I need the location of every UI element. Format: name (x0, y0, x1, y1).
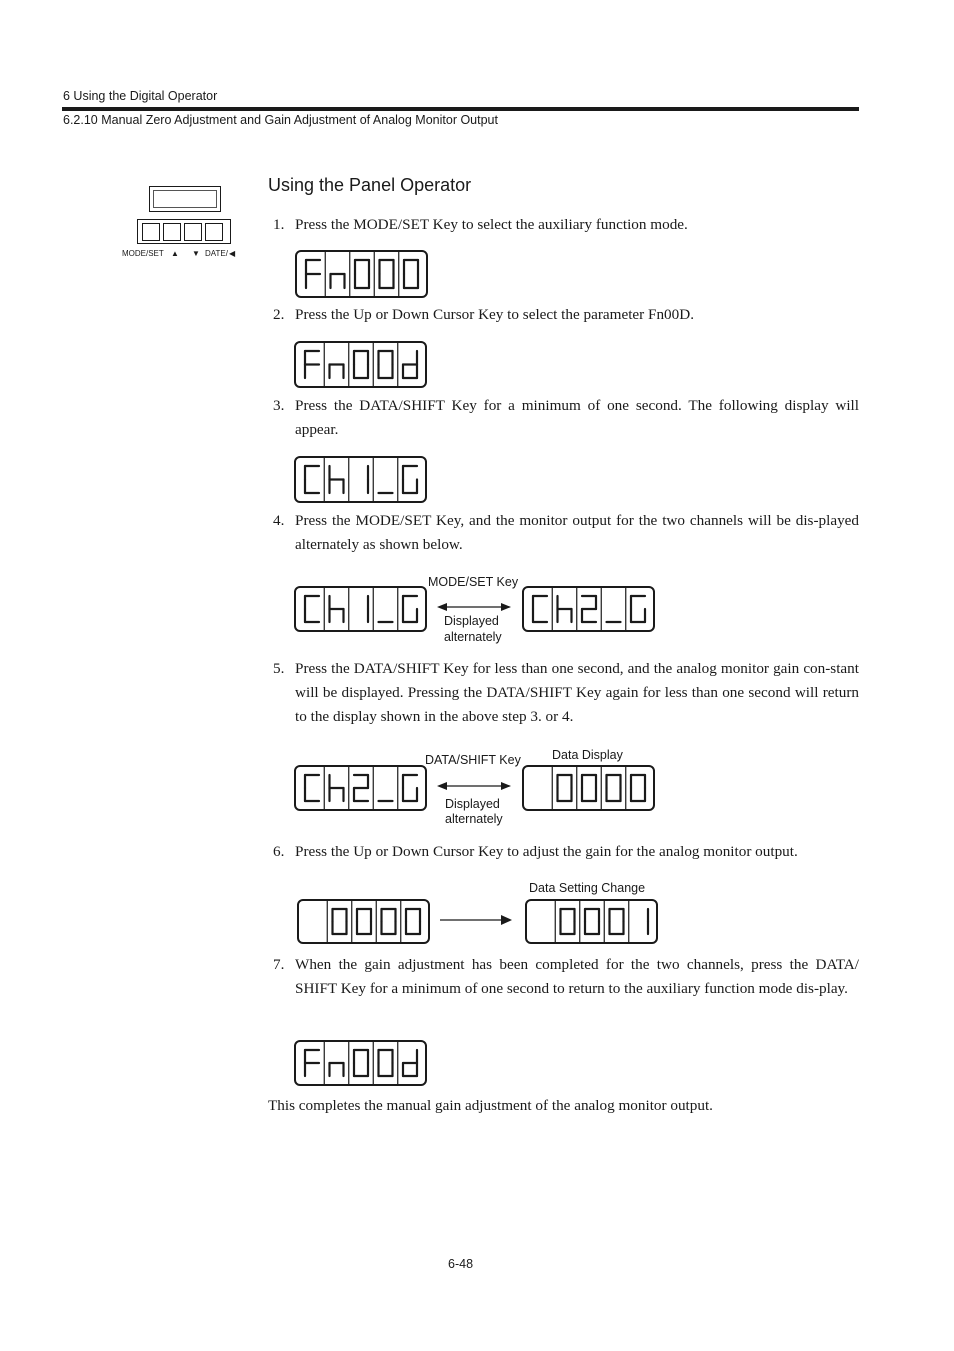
step-1 (273, 213, 859, 237)
data-key-label: DATE/ (205, 249, 228, 258)
data-setting-change-caption: Data Setting Change (529, 881, 646, 895)
displayed-caption: Displayed (445, 797, 500, 811)
panel-operator-display (149, 186, 221, 212)
step-text: Press the MODE/SET Key to select the auxiliary function mode. (295, 216, 688, 233)
step-7 (273, 953, 859, 1001)
step-number: 1. (273, 216, 285, 233)
step-text: Press the DATA/SHIFT Key for less than one second, and the analog monitor gain con-stant will be displayed. Pressing the DATA/SHIFT Key again for less than one second will return to the display shown in the above step 3. or 4. (295, 660, 859, 725)
step-2 (273, 303, 859, 327)
segment-readout (524, 767, 653, 809)
step-text: Press the Up or Down Cursor Key to adjust the gain for the analog monitor output. (295, 843, 798, 860)
step-3 (273, 394, 859, 442)
segment-readout (527, 901, 656, 942)
data-shift-key-caption: DATA/SHIFT Key (425, 753, 521, 767)
step-number: 3. (273, 397, 285, 414)
step-number: 5. (273, 660, 285, 677)
mode-set-key-caption: MODE/SET Key (428, 575, 519, 589)
lcd-display (297, 899, 430, 944)
alternately-caption: alternately (445, 812, 503, 826)
segment-readout (297, 252, 426, 296)
lcd-display (294, 456, 427, 503)
page-number: 6-48 (448, 1257, 474, 1271)
section-heading: Using the Panel Operator (268, 175, 472, 195)
closing-text: This completes the manual gain adjustment of the analog monitor output. (268, 1097, 713, 1114)
step-text: Press the MODE/SET Key, and the monitor output for the two channels will be dis-played alternately as shown below. (295, 512, 859, 553)
segment-readout (296, 458, 425, 501)
step-number: 4. (273, 512, 285, 529)
segment-readout (296, 1042, 425, 1084)
alternately-caption: alternately (444, 630, 502, 644)
lcd-display (294, 341, 427, 388)
segment-readout (296, 767, 425, 809)
segment-readout (524, 588, 653, 630)
step-number: 7. (273, 956, 285, 973)
section-header: 6.2.10 Manual Zero Adjustment and Gain Adjustment of Analog Monitor Output (63, 113, 498, 127)
step-text: Press the DATA/SHIFT Key for a minimum of one second. The following display will appear. (295, 397, 859, 438)
step-6 (273, 840, 859, 864)
lcd-display (522, 765, 655, 811)
step-4 (273, 509, 859, 557)
down-arrow-icon: ▼ (192, 249, 200, 258)
lcd-display (295, 250, 428, 298)
double-arrow-icon (437, 777, 511, 795)
header-rule (62, 107, 859, 111)
down-key-icon (184, 223, 202, 241)
panel-operator-keys (137, 219, 231, 244)
left-arrow-icon: ◀ (229, 249, 236, 258)
mode-set-key-label: MODE/SET (122, 249, 164, 258)
up-arrow-icon: ▲ (171, 249, 179, 258)
up-key-icon (163, 223, 181, 241)
data-display-caption: Data Display (552, 748, 623, 762)
lcd-display (294, 765, 427, 811)
lcd-display (522, 586, 655, 632)
chapter-header: 6 Using the Digital Operator (63, 89, 218, 103)
segment-readout (299, 901, 428, 942)
step-number: 6. (273, 843, 285, 860)
step-text: When the gain adjustment has been completed for the two channels, press the DATA/ SHIFT Key for a minimum of one second to return to the auxiliary function mode dis-play. (295, 956, 859, 997)
displayed-caption: Displayed (444, 614, 499, 628)
step-text: Press the Up or Down Cursor Key to select the parameter Fn00D. (295, 306, 695, 323)
lcd-display (294, 1040, 427, 1086)
lcd-display (525, 899, 658, 944)
segment-readout (296, 588, 425, 630)
segment-readout (296, 343, 425, 386)
right-arrow-icon (440, 912, 512, 928)
lcd-display (294, 586, 427, 632)
step-5 (273, 657, 859, 729)
mode-set-key-icon (142, 223, 160, 241)
step-number: 2. (273, 306, 285, 323)
data-key-icon (205, 223, 223, 241)
